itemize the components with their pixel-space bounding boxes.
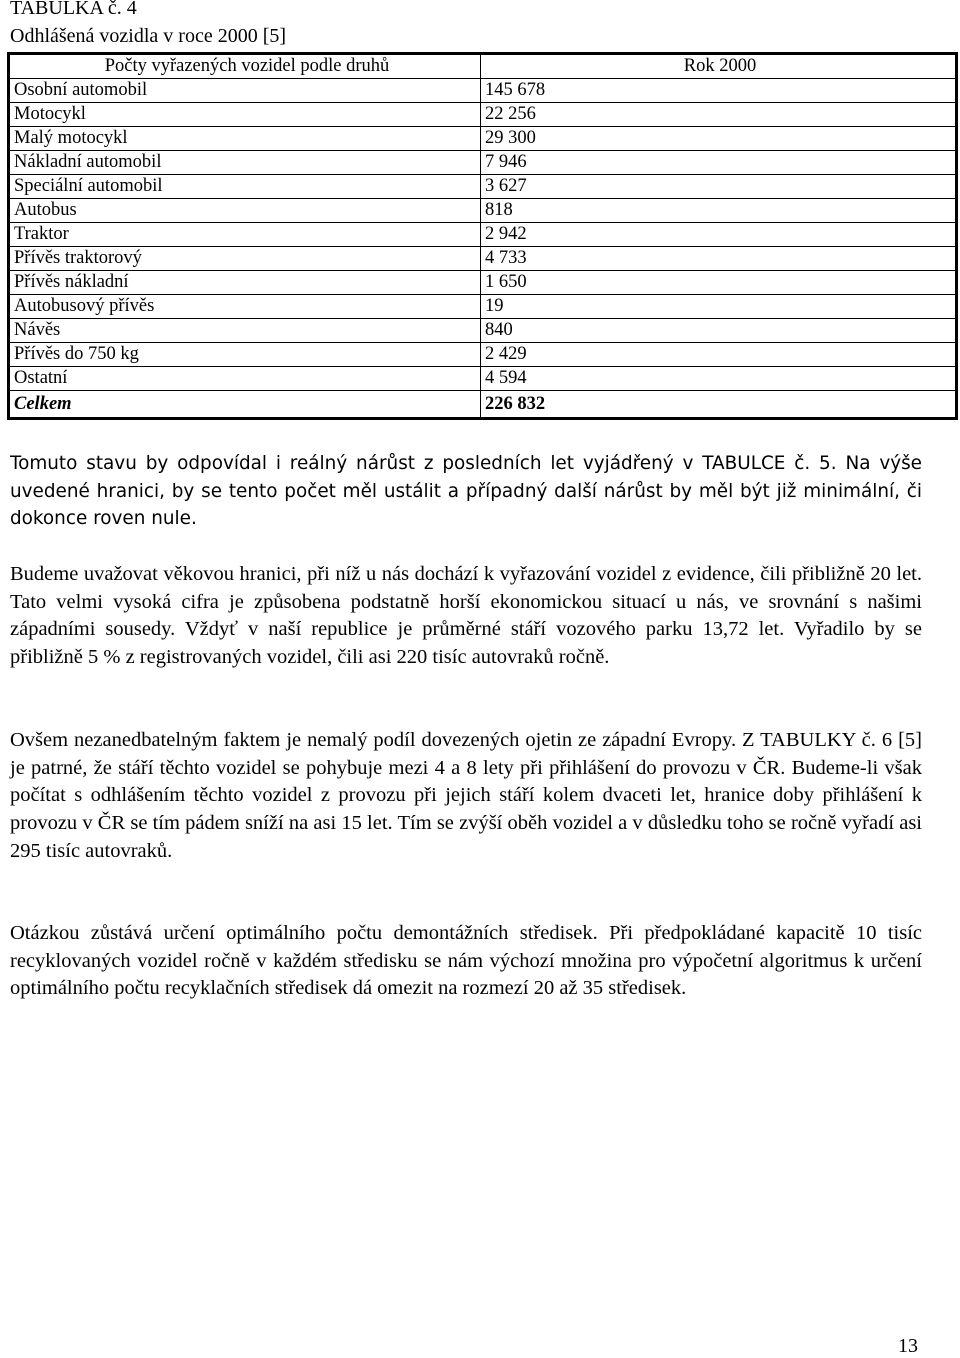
table-row [9, 367, 957, 391]
table-row [9, 247, 957, 271]
vehicle-type-cell: Návěs [9, 319, 481, 343]
count-cell: 4 733 [481, 247, 719, 271]
table-caption: Odhlášená vozidla v roce 2000 [5] [10, 25, 287, 47]
empty-cell [719, 127, 957, 151]
total-label: Celkem [9, 391, 481, 419]
vehicle-type-cell: Ostatní [9, 367, 481, 391]
table-row [9, 151, 957, 175]
empty-cell [719, 295, 957, 319]
vehicle-type-cell: Autobus [9, 199, 481, 223]
table-total-row [9, 391, 957, 419]
vehicle-type-cell: Traktor [9, 223, 481, 247]
count-cell: 7 946 [481, 151, 719, 175]
vehicles-table [7, 52, 958, 420]
empty-cell [719, 343, 957, 367]
table-row [9, 319, 957, 343]
vehicle-type-cell: Nákladní automobil [9, 151, 481, 175]
paragraph: Budeme uvažovat věkovou hranici, při níž u nás dochází k vyřazování vozidel z evidence, čili přibližně 20 let. Tato velmi vysoká cifra je způsobena podstatně horší ekonomickou situací u nás, ve srovnání s našimi západními sousedy. Vždyť v naší republice je průměrné stáří vozového parku 13,72 let. Vyřadilo by se přibližně 5 % z registrovaných vozidel, čili asi 220 tisíc autovraků ročně. [10, 563, 922, 669]
vehicle-type-cell: Motocykl [9, 103, 481, 127]
column-header-type: Počty vyřazených vozidel podle druhů [9, 54, 481, 79]
paragraph: Tomuto stavu by odpovídal i reálný nárůst z posledních let vyjádřený v TABULCE č. 5. Na výše uvedené hranici, by se tento počet měl ustálit a případný další nárůst by měl být již minimální, či dokonce roven nule. [10, 453, 922, 530]
empty-cell [719, 175, 957, 199]
empty-cell [719, 103, 957, 127]
table-row [9, 343, 957, 367]
table-row [9, 103, 957, 127]
table-row [9, 79, 957, 103]
vehicle-type-cell: Přívěs traktorový [9, 247, 481, 271]
column-header-year: Rok 2000 [481, 54, 957, 79]
count-cell: 3 627 [481, 175, 719, 199]
empty-cell [719, 367, 957, 391]
table-row [9, 223, 957, 247]
paragraph: Ovšem nezanedbatelným faktem je nemalý podíl dovezených ojetin ze západní Evropy. Z TABULKY č. 6 [5] je patrné, že stáří těchto vozidel se pohybuje mezi 4 a 8 lety při přihlášení do provozu v ČR. Budeme-li však počítat s odhlášením těchto vozidel z provozu při jejich stáří kolem dvaceti let, hranice doby přihlášení k provozu v ČR se tím pádem sníží na asi 15 let. Tím se zvýší oběh vozidel a v důsledku toho se ročně vyřadí asi 295 tisíc autovraků. [10, 729, 922, 862]
count-cell: 2 942 [481, 223, 719, 247]
vehicle-type-cell: Malý motocykl [9, 127, 481, 151]
table-row [9, 295, 957, 319]
empty-cell [719, 151, 957, 175]
paragraph: Otázkou zůstává určení optimálního počtu demontážních středisek. Při předpokládané kapacitě 10 tisíc recyklovaných vozidel ročně v každém středisku se nám výchozí množina pro výpočetní algoritmus k určení optimálního počtu recyklačních středisek dá omezit na rozmezí 20 až 35 středisek. [10, 922, 922, 1000]
empty-cell [719, 199, 957, 223]
empty-cell [719, 79, 957, 103]
table-label: TABULKA č. 4 [10, 0, 137, 19]
count-cell: 19 [481, 295, 719, 319]
count-cell: 145 678 [481, 79, 719, 103]
empty-cell [719, 391, 957, 419]
count-cell: 1 650 [481, 271, 719, 295]
count-cell: 22 256 [481, 103, 719, 127]
table-row [9, 127, 957, 151]
table-row [9, 199, 957, 223]
vehicle-type-cell: Speciální automobil [9, 175, 481, 199]
count-cell: 2 429 [481, 343, 719, 367]
empty-cell [719, 271, 957, 295]
empty-cell [719, 247, 957, 271]
table-header-row [9, 54, 957, 79]
vehicle-type-cell: Přívěs do 750 kg [9, 343, 481, 367]
table-row [9, 271, 957, 295]
count-cell: 818 [481, 199, 719, 223]
total-value: 226 832 [481, 391, 719, 419]
vehicle-type-cell: Přívěs nákladní [9, 271, 481, 295]
empty-cell [719, 223, 957, 247]
vehicle-type-cell: Autobusový přívěs [9, 295, 481, 319]
count-cell: 29 300 [481, 127, 719, 151]
page-number: 13 [898, 1335, 918, 1357]
table-row [9, 175, 957, 199]
count-cell: 840 [481, 319, 719, 343]
empty-cell [719, 319, 957, 343]
vehicle-type-cell: Osobní automobil [9, 79, 481, 103]
count-cell: 4 594 [481, 367, 719, 391]
